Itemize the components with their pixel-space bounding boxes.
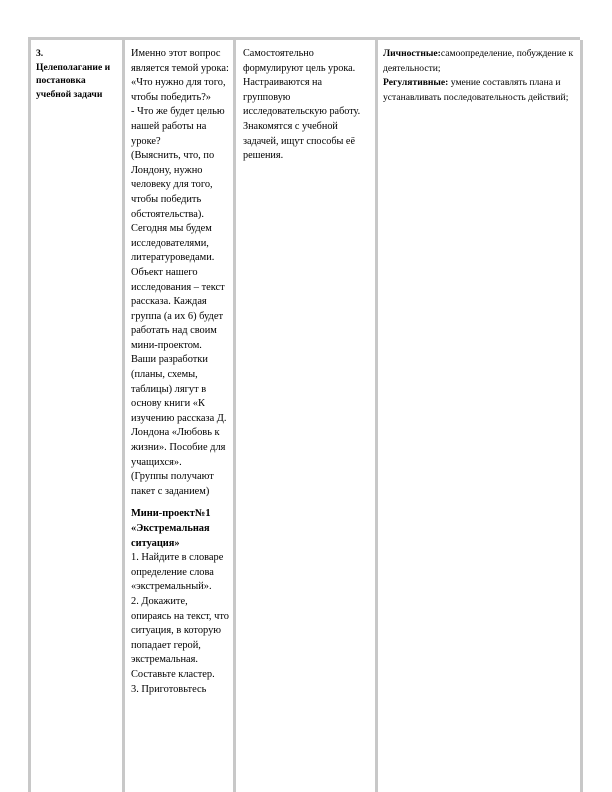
teacher-intro: Именно этот вопрос является темой урока: «Что нужно для того, чтобы победить?» [131,48,229,103]
personal-uud [383,47,576,76]
stage-number: 3. [36,48,44,59]
project-title: Мини-проект№1 «Экстремальная ситуация» [131,508,211,549]
regulatory-uud-label: Регулятивные: [383,77,449,89]
teacher-question: - Что же будет целью нашей работы на уроке? [131,106,225,147]
student-activity-column [236,40,378,792]
teacher-activity-column [125,40,236,792]
student-activity-cell [243,47,371,164]
project-task-2: 2. Докажите, опираясь на текст, что ситуация, в которую попадает герой, экстремальная. Составьте кластер. [131,595,229,680]
personal-uud-label: Личностные: [383,48,441,59]
regulatory-uud [383,76,576,105]
project-task-1: 1. Найдите в словаре определение слова «экстремальный». [131,552,224,593]
personal-uud-text: самоопределение, побуждение к деятельности; [383,48,574,74]
teacher-statement: Сегодня мы будем исследователями, литературоведами. Объект нашего исследования – текст рассказа. Каждая группа (а их 6) будет работать над своим мини-проектом. Ваши разработки (планы, схемы, таблицы) лягут в основу книги «К изучению рассказа Д. Лондона «Любовь к жизни». Пособие для учащихся». [131,223,227,468]
stage-column [31,40,125,792]
stage-title: Целеполагание и постановка учебной задачи [36,61,111,100]
teacher-activity-cell [131,47,229,697]
uud-column [378,40,583,792]
stage-cell [36,47,118,101]
lesson-table [28,37,580,792]
teacher-hint: (Выяснить, что, по Лондону, нужно человеку для того, чтобы победить обстоятельства). [131,150,215,220]
regulatory-uud-text: умение составлять плана и устанавливать последовательность действий; [383,77,569,103]
uud-cell [383,47,576,105]
student-activity-text: Самостоятельно формулируют цель урока. Настраиваются на групповую исследовательскую работу. Знакомятся с учебной задачей, ищут способы её решения. [243,48,361,162]
spacer [131,499,229,507]
teacher-note: (Группы получают пакет с заданием) [131,471,214,497]
project-task-3: 3. Приготовьтесь [131,683,207,695]
